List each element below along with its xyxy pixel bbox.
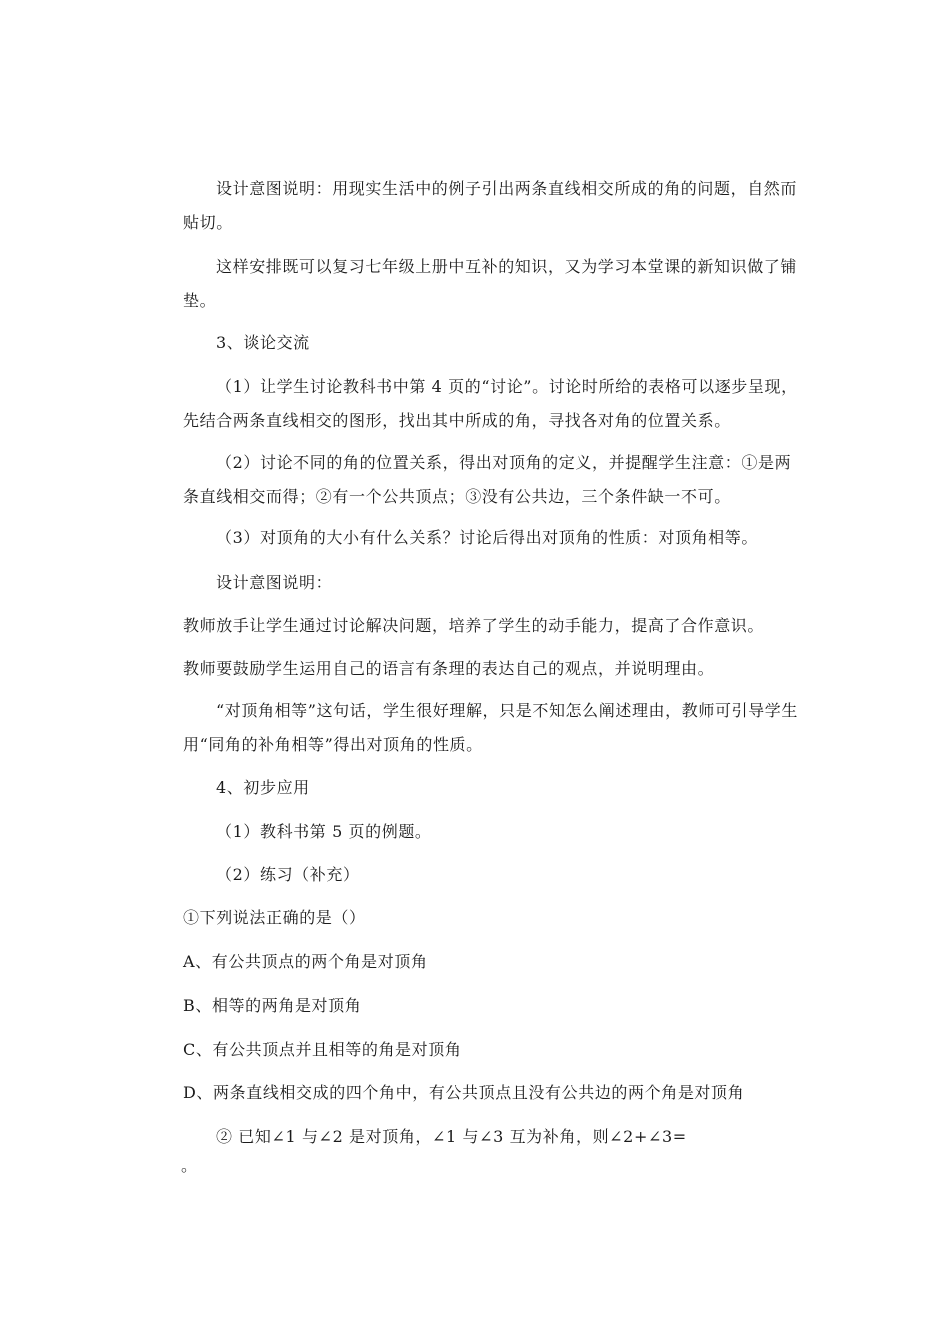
paragraph-teacher-release: 教师放手让学生通过讨论解决问题，培养了学生的动手能力，提高了合作意识。 xyxy=(183,616,765,635)
paragraph-discussion-3: （3）对顶角的大小有什么关系？讨论后得出对顶角的性质：对顶角相等。 xyxy=(216,528,758,547)
option-d: D、两条直线相交成的四个角中，有公共顶点且没有公共边的两个角是对顶角 xyxy=(183,1083,745,1102)
trailing-period: 。 xyxy=(181,1156,198,1175)
paragraph-textbook-example: （1）教科书第 5 页的例题。 xyxy=(216,822,432,841)
section-heading-application: 4、初步应用 xyxy=(216,778,310,797)
paragraph-discussion-1: （1）让学生讨论教科书中第 4 页的“讨论”。讨论时所给的表格可以逐步呈现，先结合两条直线相交的图形，找出其中所成的角，寻找各对角的位置关系。 xyxy=(183,377,798,430)
paragraph-review-arrangement: 这样安排既可以复习七年级上册中互补的知识，又为学习本堂课的新知识做了铺垫。 xyxy=(183,257,798,310)
question-1: ①下列说法正确的是（） xyxy=(183,908,366,927)
paragraph-teacher-encourage: 教师要鼓励学生运用自己的语言有条理的表达自己的观点，并说明理由。 xyxy=(183,659,715,678)
paragraph-practice: （2）练习（补充） xyxy=(216,865,360,884)
section-heading-discussion: 3、谈论交流 xyxy=(216,333,310,352)
option-a: A、有公共顶点的两个角是对顶角 xyxy=(183,952,428,971)
paragraph-design-intent-2: 设计意图说明： xyxy=(216,573,333,592)
paragraph-discussion-2: （2）讨论不同的角的位置关系，得出对顶角的定义，并提醒学生注意：①是两条直线相交而得；②有一个公共顶点；③没有公共边，三个条件缺一不可。 xyxy=(183,453,792,506)
option-b: B、相等的两角是对顶角 xyxy=(183,996,362,1015)
paragraph-design-intent-1: 设计意图说明：用现实生活中的例子引出两条直线相交所成的角的问题，自然而贴切。 xyxy=(183,179,798,232)
paragraph-vertical-angles-reason: “对顶角相等”这句话，学生很好理解，只是不知怎么阐述理由，教师可引导学生用“同角的补角相等”得出对顶角的性质。 xyxy=(183,701,798,754)
question-2: ② 已知∠1 与∠2 是对顶角，∠1 与∠3 互为补角，则∠2+∠3= xyxy=(216,1127,687,1146)
option-c: C、有公共顶点并且相等的角是对顶角 xyxy=(183,1040,462,1059)
